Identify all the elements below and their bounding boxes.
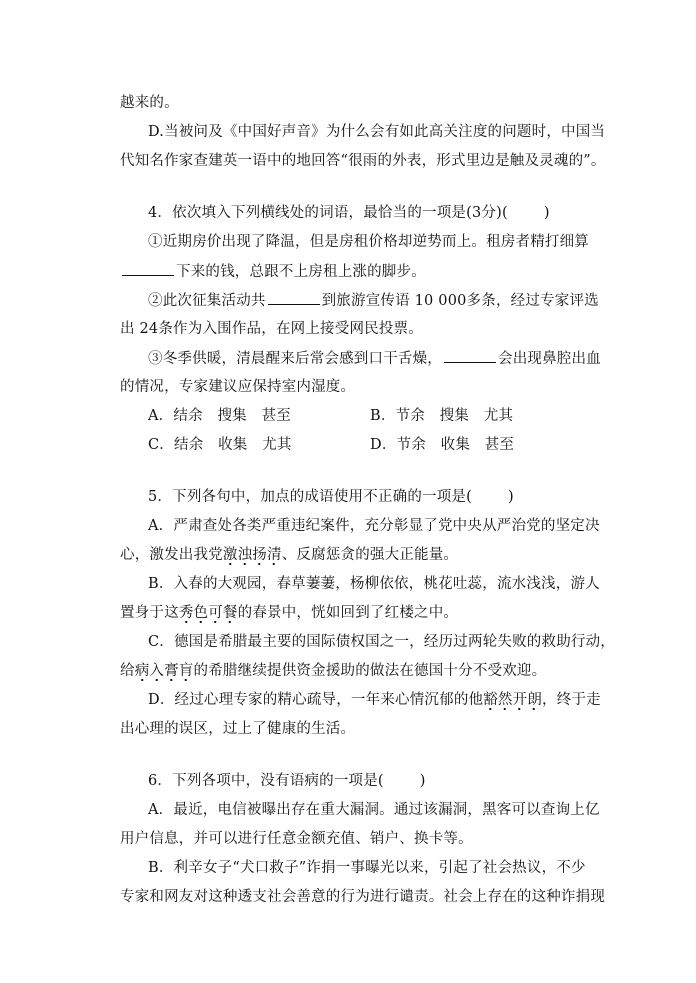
dotted-idiom: 激浊扬清 — [223, 547, 282, 566]
text-line: B．入春的大观园，春草萋萋，杨柳依依，桃花吐蕊，流水浅浅，游人 — [148, 576, 600, 592]
options-row — [148, 406, 568, 426]
text-line: ①近期房价出现了降温，但是房租价格却逆势而上。租房者精打细算 — [148, 234, 589, 250]
text-line: 用户信息，并可以进行任意金额充值、销户、换卡等。 — [120, 831, 473, 847]
text-line: 专家和网友对这种透支社会善意的行为进行谴责。社会上存在的这种诈捐现 — [120, 889, 606, 905]
question-6-stem — [148, 771, 426, 791]
text-span: ②此次征集活动共 — [148, 293, 266, 309]
text-span: 到旅游宣传语 10 000多条，经过专家评选 — [321, 293, 599, 309]
text-line — [148, 348, 601, 369]
text-line — [120, 603, 458, 623]
question-text: ) — [419, 773, 426, 789]
text-span: ，终于走 — [542, 692, 601, 708]
text-span: D．经过心理专家的精心疏导，一年来心情沉郁的他 — [148, 692, 484, 708]
options-row — [148, 435, 568, 455]
question-5-stem — [148, 487, 514, 507]
text-line: 越来的。 — [120, 95, 179, 111]
question-4-stem — [148, 203, 550, 223]
fill-blank — [122, 261, 174, 276]
text-span: 心，激发出我党 — [120, 547, 223, 563]
text-line — [148, 690, 601, 710]
text-span: 会出现鼻腔出血 — [498, 351, 601, 367]
text-line: 出 24条作为入围作品，在网上接受网民投票。 — [120, 321, 423, 337]
text-span: 的希腊继续提供资金援助的做法在德国十分不受欢迎。 — [193, 663, 547, 679]
text-span: ③冬季供暖，清晨醒来后常会感到口干舌燥， — [148, 351, 442, 367]
dotted-idiom: 病入膏肓 — [135, 663, 194, 682]
question-text: 6．下列各项中，没有语病的一项是( — [148, 773, 384, 789]
text-line — [120, 661, 546, 681]
text-line: 出心理的误区，过上了健康的生活。 — [120, 721, 356, 737]
text-line: 代知名作家查建英一语中的地回答“很雨的外表，形式里边是触及灵魂的”。 — [120, 153, 606, 169]
text-span: 置身于这 — [120, 605, 179, 621]
text-span: 的春景中，恍如回到了红楼之中。 — [237, 605, 459, 621]
dotted-idiom: 秀色可餐 — [179, 605, 238, 624]
text-line: A．最近，电信被曝出存在重大漏洞。通过该漏洞，黑客可以查询上亿 — [148, 802, 600, 818]
text-line — [120, 545, 458, 565]
text-line: D.当被问及《中国好声音》为什么会有如此高关注度的问题时，中国当 — [148, 124, 606, 140]
text-line: A．严肃查处各类严重违纪案件，充分彰显了党中央从严治党的坚定决 — [148, 518, 600, 534]
option-c: C．结余 收集 尤其 — [148, 437, 292, 453]
fill-blank — [444, 348, 496, 363]
text-line — [148, 290, 599, 311]
question-text: 5．下列各句中，加点的成语使用不正确的一项是( — [148, 489, 472, 505]
text-line: C．德国是希腊最主要的国际债权国之一，经历过两轮失败的救助行动， — [148, 634, 615, 650]
text-line: 的情况，专家建议应保持室内湿度。 — [120, 379, 356, 395]
question-text: ) — [543, 205, 550, 221]
text-span: 给 — [120, 663, 135, 679]
question-text: 4．依次填入下列横线处的词语，最恰当的一项是(3分)( — [148, 205, 508, 221]
dotted-idiom: 豁然开朗 — [483, 692, 542, 711]
text-span: 下来的钱，总跟不上房租上涨的脚步。 — [176, 264, 426, 280]
fill-blank — [268, 290, 320, 305]
text-line: B．利辛女子“犬口救子”诈捐一事曝光以来，引起了社会热议，不少 — [148, 860, 586, 876]
text-line — [120, 261, 426, 282]
option-b: B．节余 搜集 尤其 — [370, 408, 514, 424]
question-text: ) — [507, 489, 514, 505]
text-span: 、反腐惩贪的强大正能量。 — [281, 547, 459, 563]
option-d: D．节余 收集 甚至 — [370, 437, 515, 453]
option-a: A．结余 搜集 甚至 — [148, 408, 291, 424]
